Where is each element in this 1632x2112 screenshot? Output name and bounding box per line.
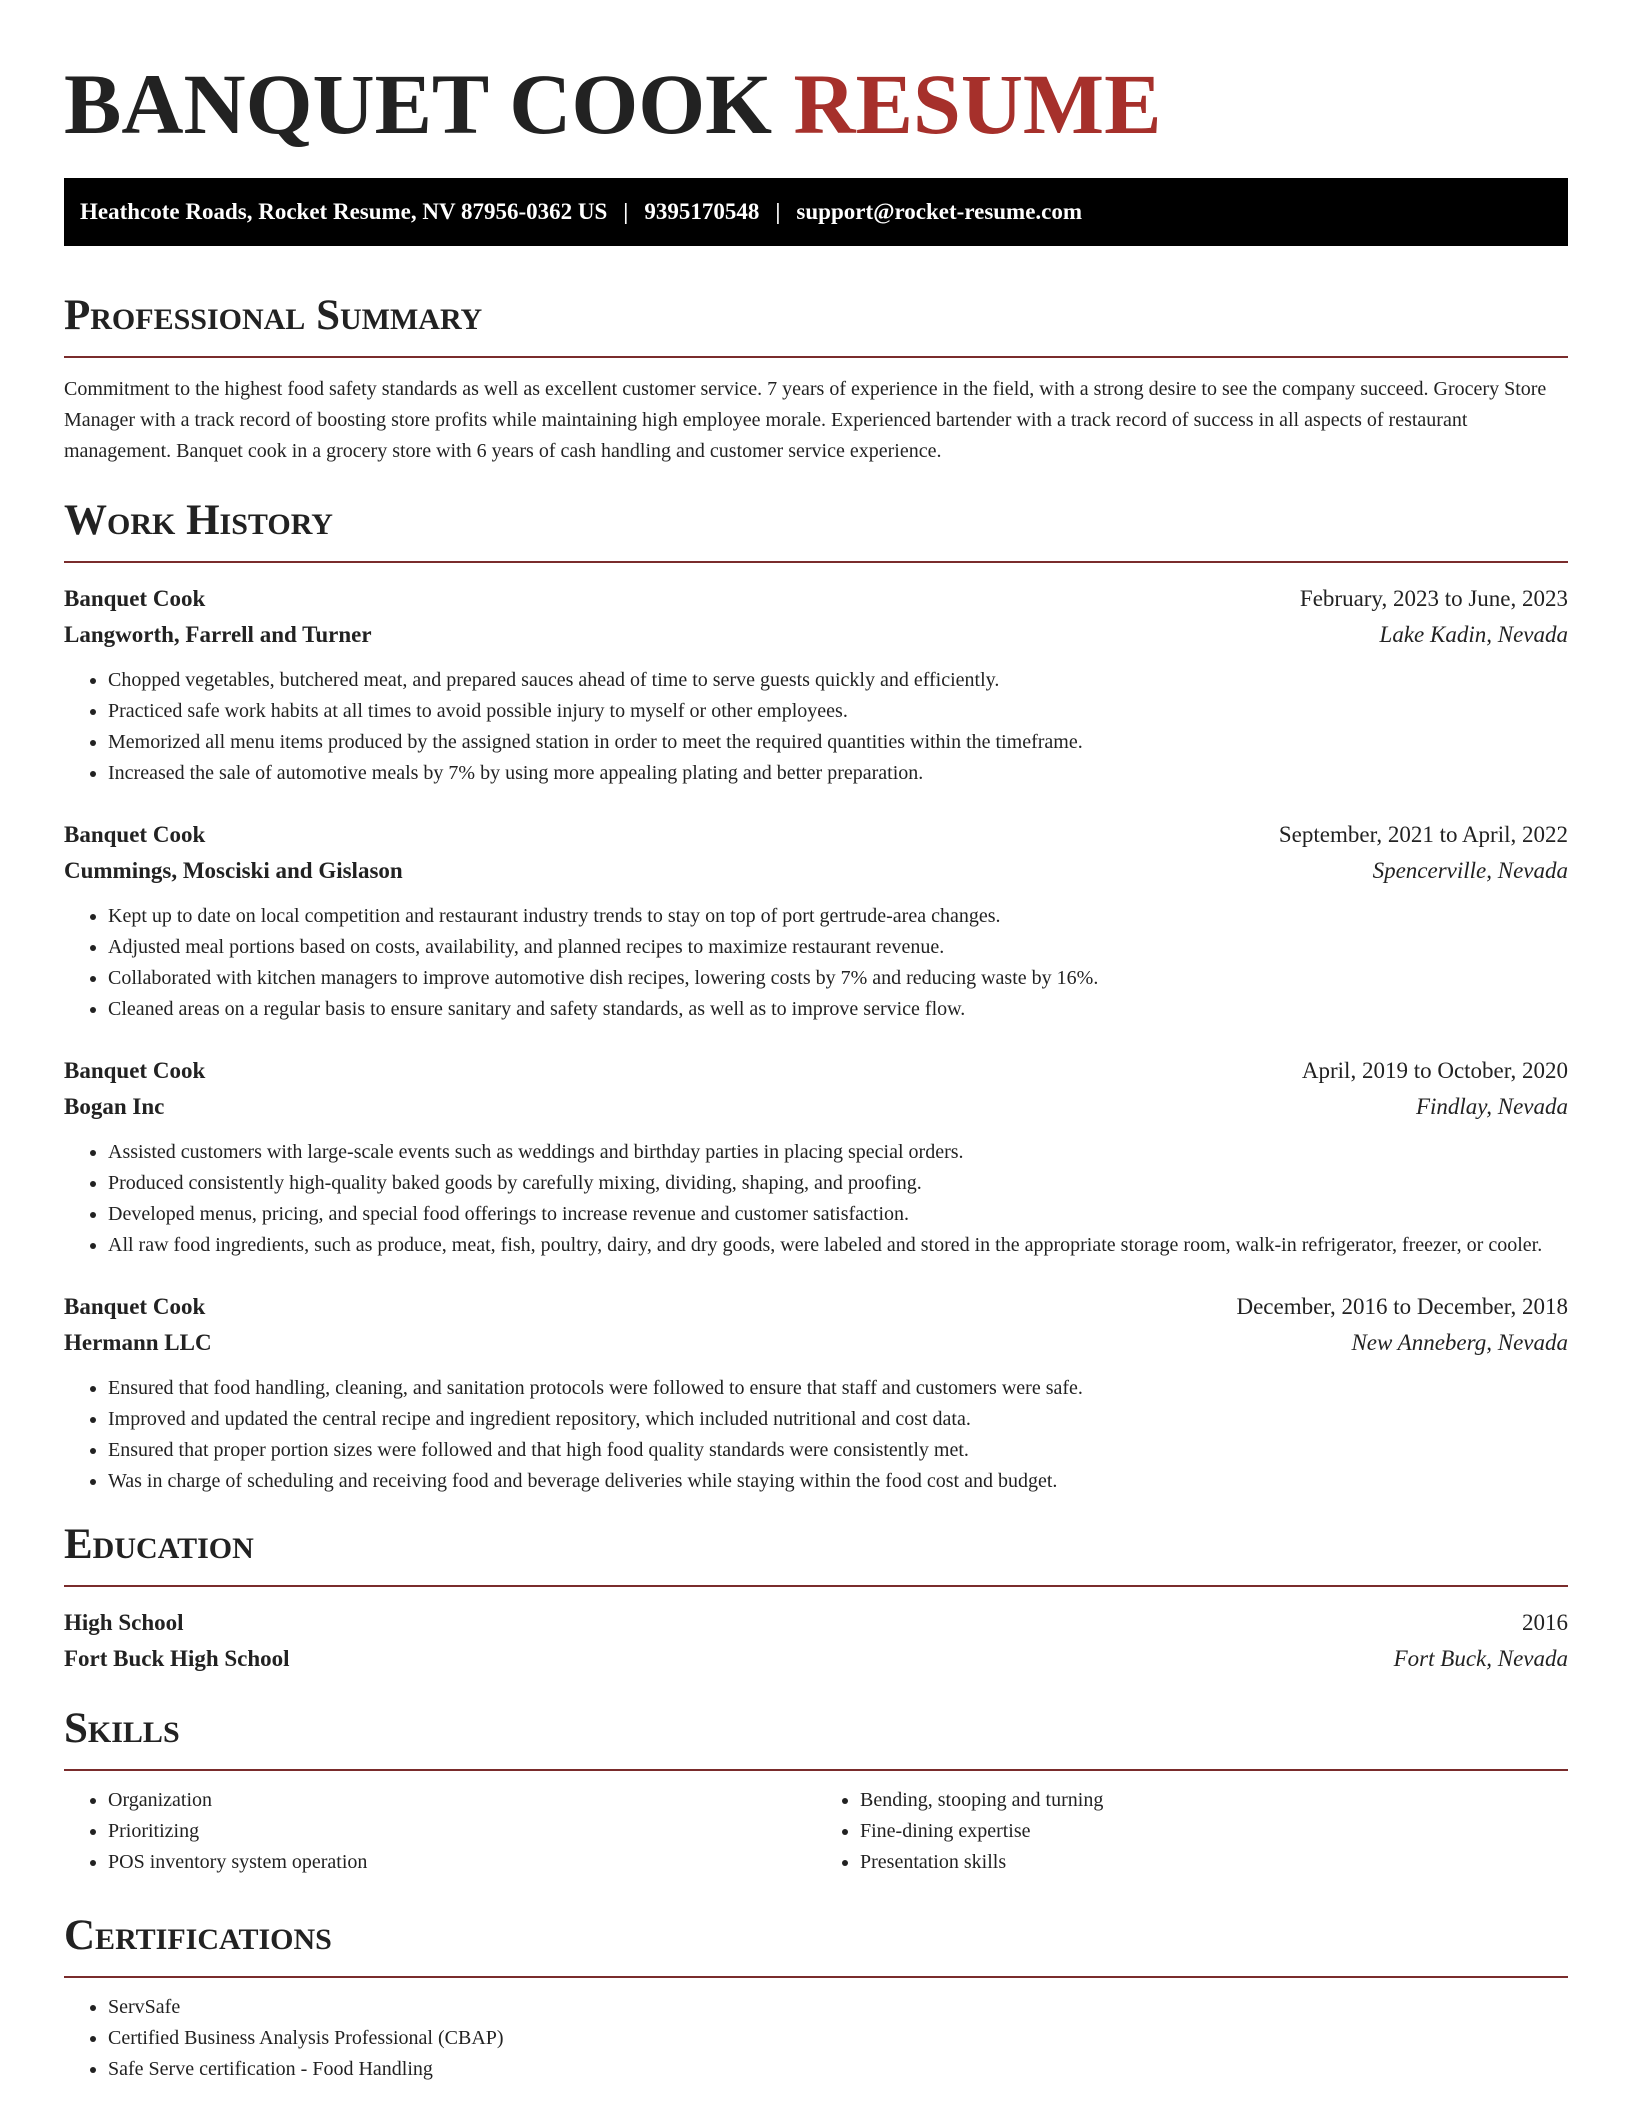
- job-bullets: [64, 1373, 1568, 1497]
- list-item: • Developed menus, pricing, and special food offerings to increase revenue and customer satisfaction.: [108, 1199, 1568, 1230]
- list-item: • Cleaned areas on a regular basis to ensure sanitary and safety standards, as well as to improve service flow.: [108, 994, 1568, 1025]
- job-dates: April, 2019 to October, 2020: [1301, 1058, 1568, 1083]
- job-bullets: [64, 665, 1568, 789]
- job-entry: [64, 1289, 1568, 1497]
- section-divider: [64, 1976, 1568, 1978]
- job-company-row: [64, 853, 1568, 889]
- education-location: Fort Buck, Nevada: [1393, 1646, 1568, 1671]
- section-divider: [64, 1585, 1568, 1587]
- job-title-row: [64, 1053, 1568, 1089]
- summary-section: [64, 290, 1568, 467]
- section-heading: Work History: [64, 497, 333, 544]
- contact-separator: |: [775, 199, 781, 224]
- job-company-row: [64, 617, 1568, 653]
- education-entry: [64, 1605, 1568, 1677]
- list-item: • Produced consistently high-quality baked goods by carefully mixing, dividing, shaping, and proofing.: [108, 1168, 1568, 1199]
- job-title: Banquet Cook: [64, 1058, 206, 1083]
- list-item: • Assisted customers with large-scale events such as weddings and birthday parties in placing special orders.: [108, 1137, 1568, 1168]
- list-item: • Certified Business Analysis Professional (CBAP): [108, 2023, 1568, 2054]
- list-item: • Memorized all menu items produced by the assigned station in order to meet the required quantities within the timeframe.: [108, 727, 1568, 758]
- education-degree-row: [64, 1605, 1568, 1641]
- list-item: • Practiced safe work habits at all times to avoid possible injury to myself or other employees.: [108, 696, 1568, 727]
- job-title: Banquet Cook: [64, 822, 206, 847]
- job-dates: December, 2016 to December, 2018: [1236, 1294, 1568, 1319]
- contact-email[interactable]: support@rocket-resume.com: [796, 199, 1083, 224]
- list-item: • Ensured that proper portion sizes were followed and that high food quality standards were consistently met.: [108, 1435, 1568, 1466]
- contact-separator: |: [623, 199, 629, 224]
- section-heading: Professional Summary: [64, 292, 483, 339]
- job-company: Bogan Inc: [64, 1094, 165, 1119]
- certifications-list: [64, 1992, 1568, 2085]
- summary-text: [64, 374, 1568, 467]
- list-item: • Kept up to date on local competition and restaurant industry trends to stay on top of port gertrude-area changes.: [108, 901, 1568, 932]
- job-bullets: [64, 1137, 1568, 1261]
- section-divider: [64, 561, 1568, 563]
- list-item: • ServSafe: [108, 1992, 1568, 2023]
- job-company: Cummings, Mosciski and Gislason: [64, 858, 403, 883]
- job-title-row: [64, 817, 1568, 853]
- list-item: • Organization: [108, 1785, 816, 1816]
- section-heading: Skills: [64, 1705, 180, 1752]
- resume-title: [64, 0, 1568, 154]
- list-item: • Bending, stooping and turning: [860, 1785, 1568, 1816]
- job-dates: February, 2023 to June, 2023: [1299, 586, 1568, 611]
- skills-columns: [64, 1785, 1568, 1878]
- list-item: • Collaborated with kitchen managers to improve automotive dish recipes, lowering costs by 7% and reducing waste by 16%.: [108, 963, 1568, 994]
- section-heading: Certifications: [64, 1912, 332, 1959]
- job-company-row: [64, 1325, 1568, 1361]
- list-item: • Increased the sale of automotive meals by 7% by using more appealing plating and better preparation.: [108, 758, 1568, 789]
- list-item: • Improved and updated the central recipe and ingredient repository, which included nutritional and cost data.: [108, 1404, 1568, 1435]
- job-bullets: [64, 901, 1568, 1025]
- list-item: • POS inventory system operation: [108, 1847, 816, 1878]
- job-title-row: [64, 1289, 1568, 1325]
- list-item: • All raw food ingredients, such as produce, meat, fish, poultry, dairy, and dry goods, were labeled and stored in the appropriate storage room, walk-in refrigerator, freezer, or cooler.: [108, 1230, 1568, 1261]
- certifications-section: [64, 1910, 1568, 2085]
- job-title: Banquet Cook: [64, 1294, 206, 1319]
- job-company: Langworth, Farrell and Turner: [64, 622, 372, 647]
- list-item: • Safe Serve certification - Food Handling: [108, 2054, 1568, 2085]
- job-title-row: [64, 581, 1568, 617]
- education-degree: High School: [64, 1610, 184, 1635]
- list-item: • Chopped vegetables, butchered meat, and prepared sauces ahead of time to serve guests quickly and efficiently.: [108, 665, 1568, 696]
- job-company: Hermann LLC: [64, 1330, 212, 1355]
- title-main: BANQUET COOK: [64, 56, 773, 152]
- job-entry: [64, 581, 1568, 789]
- skills-list-left: [64, 1785, 816, 1878]
- job-location: Findlay, Nevada: [1415, 1094, 1568, 1119]
- title-accent: RESUME: [793, 56, 1162, 152]
- skills-list-right: [816, 1785, 1568, 1878]
- contact-address: Heathcote Roads, Rocket Resume, NV 87956-0362 US: [80, 199, 608, 224]
- job-company-row: [64, 1089, 1568, 1125]
- job-location: Lake Kadin, Nevada: [1379, 622, 1568, 647]
- job-dates: September, 2021 to April, 2022: [1278, 822, 1568, 847]
- job-entry: [64, 817, 1568, 1025]
- contact-phone[interactable]: 9395170548: [644, 199, 760, 224]
- list-item: • Adjusted meal portions based on costs, availability, and planned recipes to maximize restaurant revenue.: [108, 932, 1568, 963]
- education-year: 2016: [1522, 1610, 1568, 1635]
- list-item: • Fine-dining expertise: [860, 1816, 1568, 1847]
- job-location: Spencerville, Nevada: [1372, 858, 1568, 883]
- contact-bar: [64, 178, 1568, 246]
- education-school: Fort Buck High School: [64, 1646, 290, 1671]
- work-history-section: [64, 495, 1568, 1497]
- job-location: New Anneberg, Nevada: [1351, 1330, 1568, 1355]
- skills-section: [64, 1703, 1568, 1878]
- summary-paragraph: Commitment to the highest food safety standards as well as excellent customer service. 7 years of experience in the field, with a strong desire to see the company succeed. Grocery Store Manager with a track record of boosting store profits while maintaining high employee morale. Experienced bartender with a track record of success in all aspects of restaurant management. Banquet cook in a grocery store with 6 years of cash handling and customer service experience.: [64, 378, 1547, 462]
- list-item: • Ensured that food handling, cleaning, and sanitation protocols were followed to ensure that staff and customers were safe.: [108, 1373, 1568, 1404]
- education-section: [64, 1519, 1568, 1677]
- section-divider: [64, 356, 1568, 358]
- job-title: Banquet Cook: [64, 586, 206, 611]
- list-item: • Prioritizing: [108, 1816, 816, 1847]
- section-divider: [64, 1769, 1568, 1771]
- job-entry: [64, 1053, 1568, 1261]
- education-school-row: [64, 1641, 1568, 1677]
- list-item: • Was in charge of scheduling and receiving food and beverage deliveries while staying within the food cost and budget.: [108, 1466, 1568, 1497]
- section-heading: Education: [64, 1521, 254, 1568]
- list-item: • Presentation skills: [860, 1847, 1568, 1878]
